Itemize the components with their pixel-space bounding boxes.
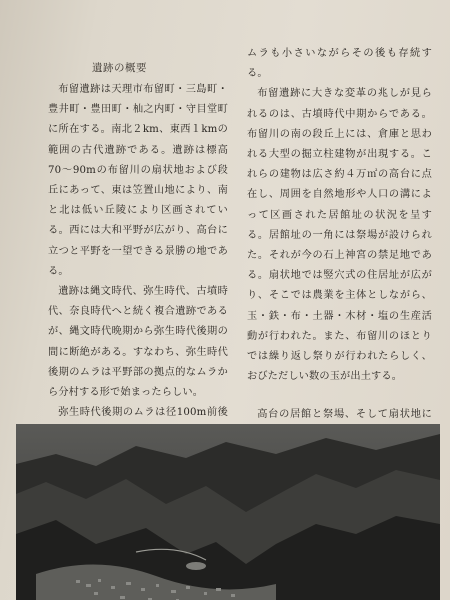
clearing bbox=[186, 562, 206, 570]
aerial-photo bbox=[16, 424, 440, 600]
right-paragraph-3: 高台の居館と祭場、そして扇状地に bbox=[257, 409, 432, 421]
left-paragraph-1: 布留遺跡は天理市布留町・三島町・豊井町・豊田町・杣之内町・守目堂町に所在する。南北２km、東西１kmの範囲の古代遺跡である。遺跡は標高70〜90mの布留川の扇状地および段丘にあって、東は笠置山地により、南と北は低い丘陵により区画されている。西には大和平野が広がり、高台に立つと平野を一望できる景勝の地である。 bbox=[48, 84, 228, 277]
section-heading: 遺跡の概要 bbox=[92, 62, 147, 74]
right-paragraph-2: 布留遺跡に大きな変革の兆しが見られるのは、古墳時代中期からである。布留川の南の段丘上には、倉庫と思われる大型の掘立柱建物が出現する。これらの建物は広さ約４万㎡の高台に点在し、周囲を自然地形や人口の溝によって区画された居館址の状況を呈する。居館址の一角には祭場が設けられた。それが今の石上神宮の禁足地である。扇状地では竪穴式の住居址が広がり、そこでは農業を主体としながら、玉・鉄・布・土器・木材・塩の生産活動が行われた。また、布留川のほとりでは繰り返し祭りが行われたらしく、おびただしい数の玉が出土する。 bbox=[247, 88, 432, 383]
right-paragraph-1: ムラも小さいながらその後も存続する。 bbox=[247, 48, 432, 80]
left-paragraph-2: 遺跡は縄文時代、弥生時代、古墳時代、奈良時代へと続く複合遺跡であるが、縄文時代晩期から弥生時代後期の間に断絶がある。すなわち、弥生時代後期のムラは平野部の拠点的なムラから分村する形で始まったらしい。 bbox=[48, 286, 228, 399]
left-paragraph-3: 弥生時代後期のムラは径100m前後 bbox=[58, 407, 228, 419]
